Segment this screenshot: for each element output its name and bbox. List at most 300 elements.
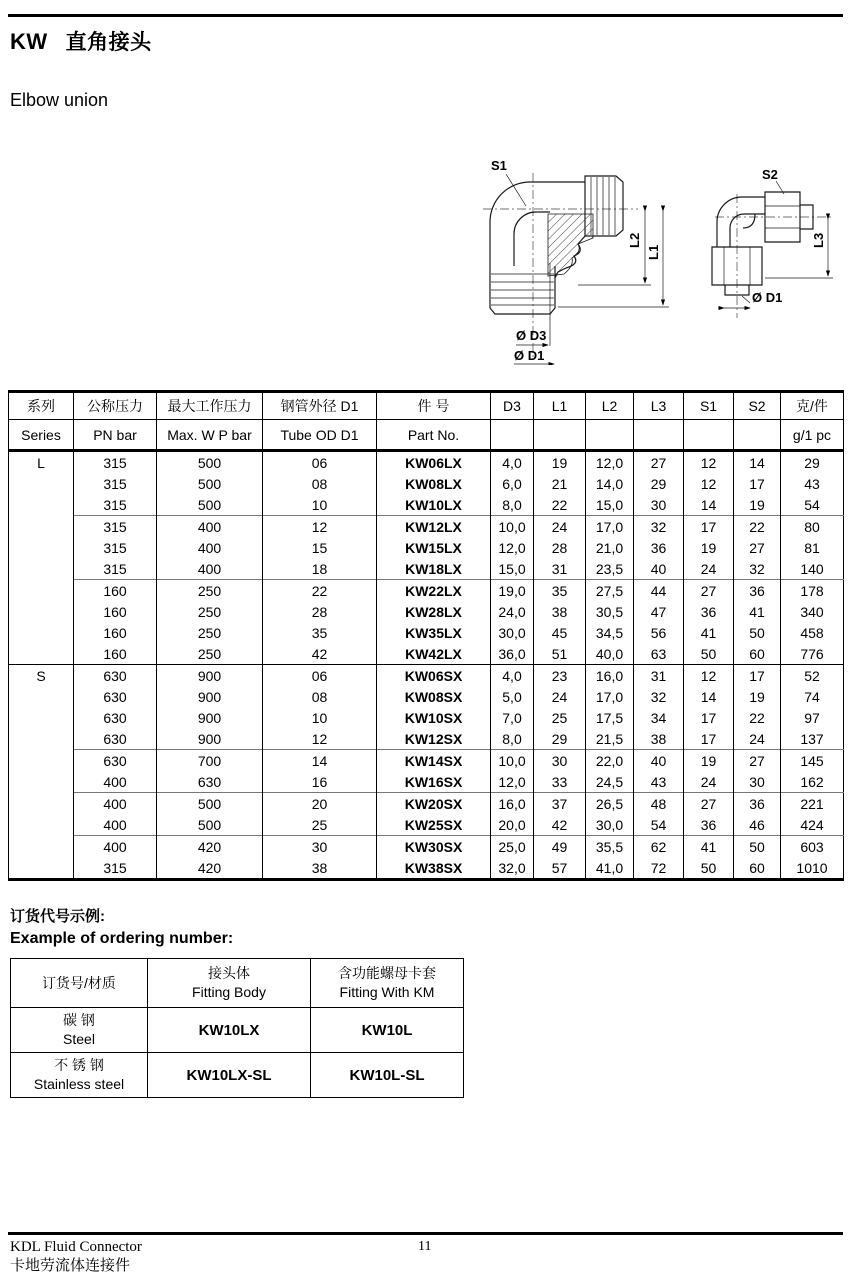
table-cell: 315	[74, 451, 157, 474]
ordering-col-material: 订货号/材质	[11, 959, 148, 1008]
table-cell: 30	[734, 771, 781, 793]
table-row	[9, 494, 844, 516]
table-cell: 221	[781, 793, 844, 815]
table-cell: 24	[684, 558, 734, 580]
table-cell: 50	[684, 857, 734, 880]
col-pn-cn: 公称压力	[74, 392, 157, 420]
s1-leader	[506, 174, 526, 206]
table-cell: KW35LX	[377, 622, 491, 643]
table-row	[9, 537, 844, 558]
page-number: 11	[418, 1239, 432, 1254]
table-cell: KW25SX	[377, 814, 491, 836]
table-cell: 17	[684, 707, 734, 728]
table-cell	[9, 728, 74, 750]
table-cell	[9, 473, 74, 494]
table-cell: 54	[634, 814, 684, 836]
table-cell: 97	[781, 707, 844, 728]
table-cell: 250	[157, 580, 263, 602]
table-cell: KW10SX	[377, 707, 491, 728]
col-s1: S1	[684, 392, 734, 420]
table-row	[9, 750, 844, 772]
table-cell: 29	[634, 473, 684, 494]
table-cell: 30	[634, 494, 684, 516]
table-cell	[9, 793, 74, 815]
table-cell: KW15LX	[377, 537, 491, 558]
table-cell: 27	[634, 451, 684, 474]
table-cell: 630	[157, 771, 263, 793]
table-row	[9, 580, 844, 602]
table-cell: 19	[734, 494, 781, 516]
table-cell: 27	[684, 580, 734, 602]
table-cell: 10,0	[491, 516, 534, 538]
table-cell: 42	[534, 814, 586, 836]
table-cell: 8,0	[491, 728, 534, 750]
table-cell: 38	[263, 857, 377, 880]
table-cell: 500	[157, 793, 263, 815]
table-cell	[9, 580, 74, 602]
table-row	[9, 451, 844, 474]
table-cell: 20,0	[491, 814, 534, 836]
table-cell: 340	[781, 601, 844, 622]
col-s2: S2	[734, 392, 781, 420]
table-cell: 30	[263, 836, 377, 858]
ordering-col-body: 接头体 Fitting Body	[148, 959, 311, 1008]
table-cell: 43	[781, 473, 844, 494]
table-cell: 27	[734, 750, 781, 772]
material-stainless: 不 锈 钢 Stainless steel	[11, 1053, 148, 1098]
table-cell	[9, 857, 74, 880]
table-cell: 4,0	[491, 451, 534, 474]
table-cell: 49	[534, 836, 586, 858]
table-cell: 16,0	[586, 665, 634, 687]
table-cell: 80	[781, 516, 844, 538]
table-cell: 14	[734, 451, 781, 474]
table-cell: 315	[74, 473, 157, 494]
table-cell	[9, 814, 74, 836]
table-cell: 178	[781, 580, 844, 602]
table-cell	[9, 750, 74, 772]
col-l1: L1	[534, 392, 586, 420]
table-cell	[9, 707, 74, 728]
table-cell: 630	[74, 665, 157, 687]
table-cell: 32,0	[491, 857, 534, 880]
table-cell: 29	[534, 728, 586, 750]
table-cell: 26,5	[586, 793, 634, 815]
table-cell: 41	[684, 836, 734, 858]
table-cell: 400	[157, 516, 263, 538]
table-cell: 17	[684, 516, 734, 538]
table-cell: 36	[734, 793, 781, 815]
table-cell	[9, 601, 74, 622]
table-cell	[9, 537, 74, 558]
table-cell: 500	[157, 451, 263, 474]
ordering-heading-en: Example of ordering number:	[10, 930, 234, 947]
table-cell: 400	[74, 793, 157, 815]
table-cell: 60	[734, 643, 781, 665]
table-cell: 315	[74, 494, 157, 516]
table-cell: 400	[157, 558, 263, 580]
table-cell: 24,0	[491, 601, 534, 622]
table-cell: 19,0	[491, 580, 534, 602]
elbow-outer-2	[717, 197, 765, 247]
table-cell: 81	[781, 537, 844, 558]
table-cell: KW08LX	[377, 473, 491, 494]
table-cell: KW30SX	[377, 836, 491, 858]
table-cell: L	[37, 454, 45, 471]
table-cell: 30	[534, 750, 586, 772]
table-cell: 424	[781, 814, 844, 836]
thread-lines-bottom	[491, 274, 554, 305]
table-cell: 23,5	[586, 558, 634, 580]
table-cell: 41,0	[586, 857, 634, 880]
table-cell: 900	[157, 686, 263, 707]
table-cell: 35	[534, 580, 586, 602]
table-cell: 500	[157, 473, 263, 494]
table-cell: 17,5	[586, 707, 634, 728]
table-cell: 32	[634, 686, 684, 707]
table-cell: 46	[734, 814, 781, 836]
table-cell: KW16SX	[377, 771, 491, 793]
table-cell: 10,0	[491, 750, 534, 772]
part-steel-body: KW10LX	[148, 1008, 311, 1053]
table-cell: 25	[534, 707, 586, 728]
part-steel-withkm: KW10L	[311, 1008, 464, 1053]
table-cell: KW22LX	[377, 580, 491, 602]
table-cell: 21,5	[586, 728, 634, 750]
table-cell: 400	[74, 771, 157, 793]
elbow-section-drawing	[478, 148, 673, 365]
d1-leader-2	[742, 296, 750, 303]
table-cell: 22	[534, 494, 586, 516]
table-cell: 16	[263, 771, 377, 793]
table-cell: 40	[634, 750, 684, 772]
table-cell: 160	[74, 580, 157, 602]
table-row	[9, 643, 844, 665]
col-maxwp-cn: 最大工作压力	[157, 392, 263, 420]
table-cell: 17,0	[586, 516, 634, 538]
table-cell: 51	[534, 643, 586, 665]
table-cell: 34	[634, 707, 684, 728]
table-cell: S	[9, 665, 74, 687]
table-cell: 31	[534, 558, 586, 580]
table-cell: 900	[157, 728, 263, 750]
table-cell: 27	[684, 793, 734, 815]
table-cell: 140	[781, 558, 844, 580]
table-cell: 41	[734, 601, 781, 622]
table-cell: 630	[74, 728, 157, 750]
table-cell: 27,5	[586, 580, 634, 602]
spec-header-en	[9, 420, 844, 451]
table-cell: 50	[734, 836, 781, 858]
table-cell: 30,5	[586, 601, 634, 622]
table-cell: 145	[781, 750, 844, 772]
table-cell: 1010	[781, 857, 844, 880]
table-cell: 41	[684, 622, 734, 643]
col-l2: L2	[586, 392, 634, 420]
table-cell: 160	[74, 622, 157, 643]
table-cell: 36	[684, 814, 734, 836]
page-subtitle: Elbow union	[10, 90, 109, 110]
table-cell: 12	[263, 728, 377, 750]
ordering-row-steel	[11, 1008, 464, 1053]
table-cell: 160	[74, 601, 157, 622]
table-cell: 52	[781, 665, 844, 687]
table-cell: 12	[263, 516, 377, 538]
table-row	[9, 516, 844, 538]
page-title-code: KW	[10, 29, 48, 54]
table-row	[9, 601, 844, 622]
table-cell: 33	[534, 771, 586, 793]
col-series-en: Series	[9, 420, 74, 451]
table-cell: KW42LX	[377, 643, 491, 665]
table-cell: 15,0	[586, 494, 634, 516]
table-cell: KW18LX	[377, 558, 491, 580]
table-cell: 162	[781, 771, 844, 793]
table-cell: 22	[734, 707, 781, 728]
table-cell: 36	[734, 580, 781, 602]
material-steel: 碳 钢 Steel	[11, 1008, 148, 1053]
table-cell: 15,0	[491, 558, 534, 580]
label-d1-2: Ø D1	[752, 290, 783, 305]
table-cell: 30,0	[491, 622, 534, 643]
table-cell: 36,0	[491, 643, 534, 665]
ordering-table	[10, 958, 464, 1098]
label-d3: Ø D3	[516, 328, 547, 343]
footer-company-en: KDL Fluid Connector	[10, 1239, 142, 1255]
table-cell: 4,0	[491, 665, 534, 687]
table-cell: 17	[734, 665, 781, 687]
table-cell: 19	[684, 537, 734, 558]
table-cell: 900	[157, 707, 263, 728]
table-cell: 12,0	[491, 771, 534, 793]
ordering-heading-cn: 订货代号示例:	[10, 908, 105, 925]
label-l2: L2	[627, 232, 642, 248]
table-cell: KW06SX	[377, 665, 491, 687]
table-cell: 32	[734, 558, 781, 580]
table-cell: 5,0	[491, 686, 534, 707]
table-cell: KW06LX	[377, 451, 491, 474]
table-cell: 17	[734, 473, 781, 494]
top-rule	[8, 14, 843, 17]
table-cell: 37	[534, 793, 586, 815]
table-cell: 17	[684, 728, 734, 750]
table-row	[9, 793, 844, 815]
table-cell: 420	[157, 857, 263, 880]
table-cell: 315	[74, 516, 157, 538]
table-cell: 315	[74, 558, 157, 580]
table-cell: 40,0	[586, 643, 634, 665]
table-cell: 31	[634, 665, 684, 687]
table-cell: 45	[534, 622, 586, 643]
table-cell: 18	[263, 558, 377, 580]
table-row	[9, 857, 844, 880]
table-cell: KW14SX	[377, 750, 491, 772]
table-cell: 12	[684, 451, 734, 474]
table-cell: 14	[684, 686, 734, 707]
table-cell: 44	[634, 580, 684, 602]
table-row	[9, 665, 844, 687]
ordering-row-stainless	[11, 1053, 464, 1098]
table-cell: 24	[534, 686, 586, 707]
table-cell: 60	[734, 857, 781, 880]
table-cell: 12,0	[491, 537, 534, 558]
label-l3: L3	[811, 232, 826, 248]
table-cell: KW08SX	[377, 686, 491, 707]
table-cell: 34,5	[586, 622, 634, 643]
table-cell: 56	[634, 622, 684, 643]
table-cell: 250	[157, 643, 263, 665]
table-cell	[9, 494, 74, 516]
part-stainless-withkm: KW10L-SL	[311, 1053, 464, 1098]
col-pn-en: PN bar	[74, 420, 157, 451]
table-cell: 23	[534, 665, 586, 687]
table-row	[9, 814, 844, 836]
table-cell	[9, 622, 74, 643]
col-tubeod-en: Tube OD D1	[263, 420, 377, 451]
table-cell: 19	[534, 451, 586, 474]
table-cell	[9, 686, 74, 707]
table-cell: 19	[684, 750, 734, 772]
col-tubeod-cn: 钢管外径 D1	[263, 392, 377, 420]
table-cell: 8,0	[491, 494, 534, 516]
table-cell: 48	[634, 793, 684, 815]
table-cell: 22,0	[586, 750, 634, 772]
table-cell: 25,0	[491, 836, 534, 858]
table-row	[9, 558, 844, 580]
table-cell: 14	[684, 494, 734, 516]
table-cell: 27	[734, 537, 781, 558]
table-cell: 25	[263, 814, 377, 836]
table-cell: 458	[781, 622, 844, 643]
table-cell: 400	[157, 537, 263, 558]
col-maxwp-en: Max. W P bar	[157, 420, 263, 451]
table-cell: 12	[684, 665, 734, 687]
table-row	[9, 836, 844, 858]
table-cell: 74	[781, 686, 844, 707]
table-cell: 250	[157, 601, 263, 622]
table-cell: 28	[534, 537, 586, 558]
footer-company-cn: 卡地劳流体连接件	[10, 1258, 131, 1274]
table-cell: 54	[781, 494, 844, 516]
table-cell: 21	[534, 473, 586, 494]
label-l1: L1	[646, 244, 661, 260]
table-cell: 40	[634, 558, 684, 580]
table-cell: 400	[74, 814, 157, 836]
spec-table	[8, 390, 844, 881]
table-cell: 500	[157, 814, 263, 836]
col-d3: D3	[491, 392, 534, 420]
page-title	[10, 26, 152, 56]
table-cell: 38	[534, 601, 586, 622]
table-cell: 420	[157, 836, 263, 858]
table-cell: 16,0	[491, 793, 534, 815]
table-cell: 08	[263, 686, 377, 707]
thread-lines-right	[591, 177, 615, 235]
elbow-assembled-drawing	[680, 150, 850, 340]
table-cell: 36	[634, 537, 684, 558]
col-l3: L3	[634, 392, 684, 420]
table-cell: 24	[684, 771, 734, 793]
table-cell: 43	[634, 771, 684, 793]
table-cell: 160	[74, 643, 157, 665]
table-cell: 35,5	[586, 836, 634, 858]
table-cell: KW28LX	[377, 601, 491, 622]
table-cell: 900	[157, 665, 263, 687]
label-s1: S1	[491, 158, 507, 173]
elbow-inner-contour	[514, 212, 550, 266]
table-row	[9, 728, 844, 750]
ordering-col-withkm: 含功能螺母卡套 Fitting With KM	[311, 959, 464, 1008]
table-row	[9, 686, 844, 707]
table-cell: KW12SX	[377, 728, 491, 750]
col-partno-cn: 件 号	[377, 392, 491, 420]
table-cell	[9, 771, 74, 793]
table-cell: 06	[263, 665, 377, 687]
table-cell: 776	[781, 643, 844, 665]
table-cell: 400	[74, 836, 157, 858]
table-cell: 10	[263, 707, 377, 728]
table-cell: 6,0	[491, 473, 534, 494]
label-d1: Ø D1	[514, 348, 545, 363]
table-cell: 137	[781, 728, 844, 750]
footer-rule	[8, 1232, 843, 1235]
table-cell: 24,5	[586, 771, 634, 793]
col-weight-en: g/1 pc	[781, 420, 844, 451]
table-cell: 22	[263, 580, 377, 602]
table-cell	[9, 836, 74, 858]
table-cell: 06	[263, 451, 377, 474]
table-row	[9, 771, 844, 793]
spec-header-cn	[9, 392, 844, 420]
table-cell: KW38SX	[377, 857, 491, 880]
table-cell	[9, 643, 74, 665]
table-cell: 63	[634, 643, 684, 665]
table-cell: 10	[263, 494, 377, 516]
table-cell: 50	[684, 643, 734, 665]
table-cell: 30,0	[586, 814, 634, 836]
table-cell: 15	[263, 537, 377, 558]
table-row	[9, 473, 844, 494]
table-cell	[9, 558, 74, 580]
label-s2: S2	[762, 167, 778, 182]
table-cell: 315	[74, 537, 157, 558]
table-cell: KW20SX	[377, 793, 491, 815]
table-row	[9, 622, 844, 643]
table-cell: 20	[263, 793, 377, 815]
table-cell: KW10LX	[377, 494, 491, 516]
table-row	[9, 707, 844, 728]
table-cell	[9, 516, 74, 538]
table-cell: 700	[157, 750, 263, 772]
table-cell: 50	[734, 622, 781, 643]
footer-company	[10, 1238, 142, 1276]
page-title-cn: 直角接头	[65, 31, 152, 54]
table-cell: 32	[634, 516, 684, 538]
ordering-header-row	[11, 959, 464, 1008]
table-cell: 250	[157, 622, 263, 643]
table-cell: 08	[263, 473, 377, 494]
table-cell: KW12LX	[377, 516, 491, 538]
table-cell: 603	[781, 836, 844, 858]
table-cell: 24	[534, 516, 586, 538]
table-cell: 21,0	[586, 537, 634, 558]
table-cell: 12,0	[586, 451, 634, 474]
col-weight-cn: 克/件	[781, 392, 844, 420]
table-cell: 315	[74, 857, 157, 880]
table-cell: 72	[634, 857, 684, 880]
elbow-throat-2	[743, 214, 755, 228]
table-cell: 500	[157, 494, 263, 516]
